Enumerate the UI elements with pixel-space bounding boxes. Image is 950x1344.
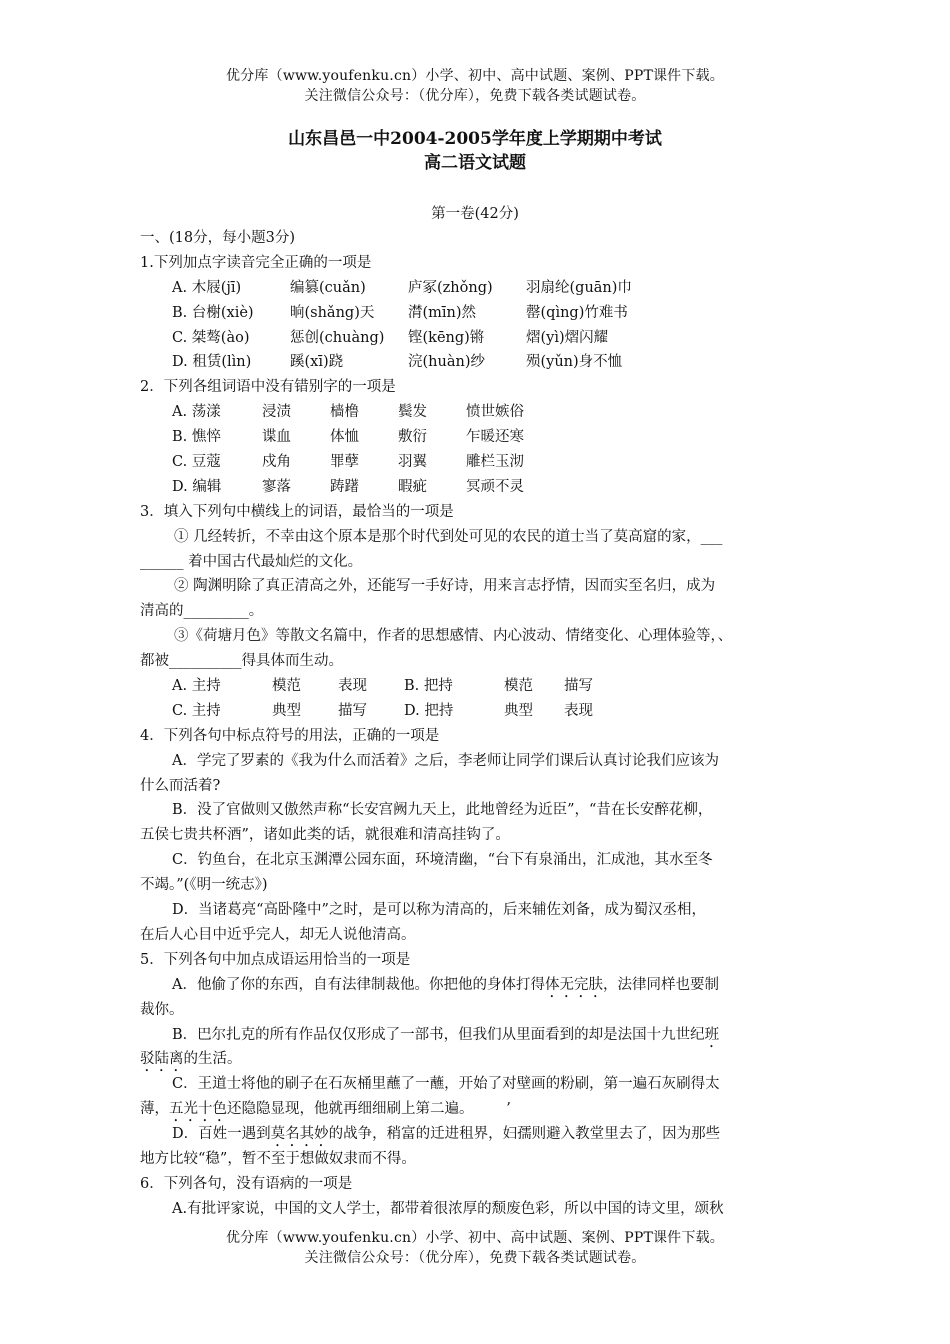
- dotted-idiom: 体无完肤: [544, 976, 603, 993]
- q2-option-d: D. 编辑 寥落 踌躇 暇疵 冥顽不灵: [172, 478, 524, 495]
- header-line-1: 优分库（www.youfenku.cn）小学、初中、高中试题、案例、PPT课件下载。: [226, 68, 724, 84]
- q3-sentence-3b: 都被__________得具体而生动。: [140, 653, 343, 670]
- q3-options-ab: A. 主持 模范 表现 B. 把持 模范 描写: [172, 678, 593, 695]
- q4-option-b-line1: B．没了官做则又傲然声称“长安宫阙九天上，此地曾经为近臣”，“昔在长安醉花柳，: [172, 802, 713, 819]
- q4-option-c-line1: C．钓鱼台，在北京玉渊潭公园东面，环境清幽，“台下有泉涌出，汇成池，其水至冬: [172, 852, 713, 869]
- q6-option-a-line1: A.有批评家说，中国的文人学士，都带着很浓厚的颓废色彩，所以中国的诗文里，颂秋: [172, 1200, 724, 1217]
- q2-option-a: A. 荡漾 浸渍 樯橹 鬓发 愤世嫉俗: [172, 404, 524, 421]
- header-line-2: 关注微信公众号：（优分库），免费下载各类试题试卷。: [304, 88, 646, 104]
- q5-option-a-line1: A．他偷了你的东西，自有法律制裁他。你把他的身体打得体无完肤，法律同样也要制: [172, 976, 719, 993]
- q6-stem: 6．下列各句，没有语病的一项是: [140, 1175, 353, 1192]
- dotted-idiom: 班: [704, 1026, 720, 1043]
- q4-option-a-line2: 什么而活着?: [140, 777, 221, 794]
- q2-option-b: B. 憔悴 谍血 体恤 敷衍 乍暖还寒: [172, 429, 524, 446]
- q2-option-c: C. 豆蔻 戍角 罪孽 羽翼 雕栏玉沏: [172, 454, 524, 471]
- dotted-idiom: 五光十色: [169, 1101, 227, 1118]
- footer-line-2: 关注微信公众号：（优分库），免费下载各类试题试卷。: [304, 1250, 646, 1266]
- q3-sentence-3a: ③《荷塘月色》等散文名篇中，作者的思想感情、内心波动、情绪变化、心理体验等，、: [174, 628, 733, 645]
- q3-sentence-1a: ① 几经转折，不幸由这个原本是那个时代到处可见的农民的道士当了莫高窟的家，___: [174, 528, 723, 545]
- q1-option-b: B. 台榭(xiè) 晌(shǎng)天 潸(mīn)然 罄(qìng)竹难书: [172, 304, 628, 321]
- q3-stem: 3．填入下列句中横线上的词语，最恰当的一项是: [140, 503, 454, 520]
- q5-option-c-line1: C．王道士将他的刷子在石灰桶里蘸了一蘸，开始了对壁画的粉刷，第一遍石灰刷得太: [172, 1076, 720, 1093]
- q3-sentence-1b: ______ 着中国古代最灿烂的文化。: [140, 553, 363, 570]
- q5-option-b-line1: B．巴尔扎克的所有作品仅仅形成了一部书，但我们从里面看到的却是法国十九世纪班: [172, 1026, 720, 1043]
- q4-option-d-line1: D．当诸葛亮“高卧隆中”之时，是可以称为清高的，后来辅佐刘备，成为蜀汉丞相，: [172, 902, 706, 919]
- q3-sentence-2a: ② 陶渊明除了真正清高之外，还能写一手好诗，用来言志抒情，因而实至名归，成为: [174, 578, 716, 595]
- exam-title: 山东昌邑一中2004-2005学年度上学期期中考试: [288, 129, 662, 149]
- section-title: 第一卷(42分): [431, 206, 519, 222]
- q1-stem: 1.下列加点字读音完全正确的一项是: [140, 254, 372, 271]
- q5-option-d-line2: 地方比较“稳”，暂不至于想做奴隶而不得。: [140, 1150, 416, 1167]
- footer-line-1: 优分库（www.youfenku.cn）小学、初中、高中试题、案例、PPT课件下载。: [226, 1230, 724, 1246]
- exam-subtitle: 高二语文试题: [424, 153, 526, 173]
- q1-option-a: A. 木屐(jī) 编篡(cuǎn) 庐冢(zhǒng) 羽扇纶(guān)巾: [172, 279, 632, 296]
- q3-options-cd: C. 主持 典型 描写 D. 把持 典型 表现: [172, 702, 593, 719]
- q4-option-a-line1: A．学完了罗素的《我为什么而活着》之后，李老师让同学们课后认真讨论我们应该为: [172, 752, 719, 769]
- q4-stem: 4．下列各句中标点符号的用法，正确的一项是: [140, 727, 440, 744]
- q5-option-d-line1: D．百姓一遇到莫名其妙的战争，稍富的迁进租界，妇孺则避入教堂里去了，因为那些: [172, 1126, 721, 1143]
- q5-option-c-line2: 薄，五光十色还隐隐显现，他就再细细刷上第二遍。 ’: [140, 1101, 511, 1118]
- q2-stem: 2．下列各组词语中没有错别字的一项是: [140, 379, 396, 396]
- q4-option-c-line2: 不竭。”(《明一统志》): [140, 877, 268, 894]
- q1-option-d: D. 租赁(lìn) 蹊(xī)跷 浣(huàn)纱 殒(yǔn)身不恤: [172, 354, 623, 371]
- exam-body: [140, 226, 814, 1222]
- q1-option-c: C. 桀骜(ào) 惩创(chuàng) 铿(kēng)锵 熠(yì)熠闪耀: [172, 329, 609, 346]
- q5-stem: 5．下列各句中加点成语运用恰当的一项是: [140, 951, 411, 968]
- q3-sentence-2b: 清高的_________。: [140, 603, 264, 620]
- page-footer: [0, 1228, 950, 1268]
- dotted-idiom: 莫名其妙: [270, 1126, 329, 1143]
- q4-option-b-line2: 五侯七贵共杯酒”，诸如此类的话，就很难和清高挂钩了。: [140, 827, 510, 844]
- q4-option-d-line2: 在后人心目中近乎完人，却无人说他清高。: [140, 926, 416, 943]
- part1-heading: 一、(18分，每小题3分): [140, 230, 295, 246]
- dotted-idiom: 驳陆离: [140, 1051, 184, 1068]
- q5-option-b-line2: 驳陆离的生活。: [140, 1051, 242, 1068]
- q5-option-a-line2: 裁你。: [140, 1001, 184, 1018]
- page-header: [0, 66, 950, 106]
